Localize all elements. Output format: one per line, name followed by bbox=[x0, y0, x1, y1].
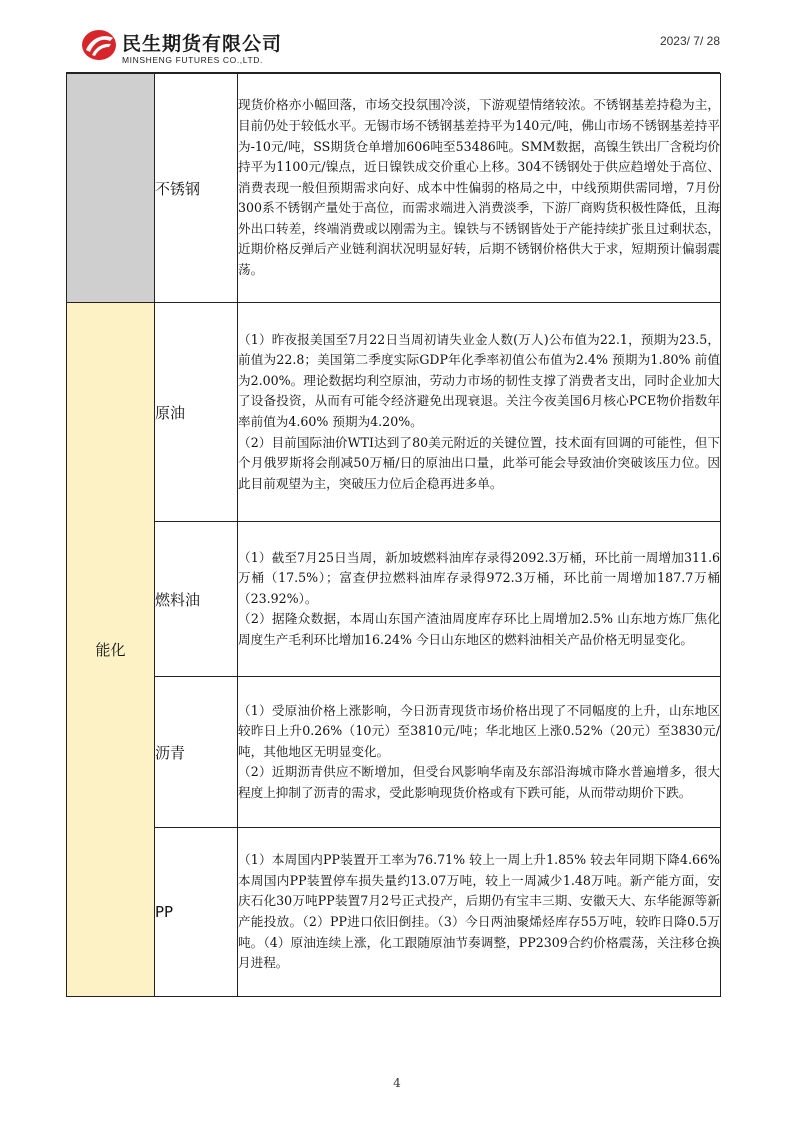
table-row bbox=[67, 828, 721, 997]
product-name: 沥青 bbox=[155, 677, 238, 828]
product-commentary bbox=[238, 522, 721, 677]
category-cell: 能化 bbox=[67, 303, 155, 997]
product-name: 原油 bbox=[155, 303, 238, 522]
category-cell bbox=[67, 74, 155, 303]
product-commentary bbox=[238, 303, 721, 522]
commentary-paragraph: （1）截至7月25日当周，新加坡燃料油库存录得2092.3万桶，环比前一周增加311.6万桶（17.5%）；富查伊拉燃料油库存录得972.3万桶，环比前一周增加187.7万桶（23.92%）。 bbox=[238, 549, 720, 606]
product-commentary bbox=[238, 828, 721, 997]
logo-company-name-en: MINSHENG FUTURES CO.,LTD. bbox=[122, 55, 263, 65]
product-name: 燃料油 bbox=[155, 522, 238, 677]
product-commentary bbox=[238, 677, 721, 828]
product-name: 不锈钢 bbox=[155, 74, 238, 303]
table-row bbox=[67, 303, 721, 522]
commentary-paragraph: 现货价格亦小幅回落，市场交投氛围冷淡，下游观望情绪较浓。不锈钢基差持稳为主，目前仍处于较低水平。无锡市场不锈钢基差持平为140元/吨，佛山市场不锈钢基差持平为-10元/吨，SS期货仓单增加606吨至53486吨。SMM数据，高镍生铁出厂含税均价持平为1100元/镍点，近日镍铁成交价重心上移。304不锈钢处于供应趋增处于高位、消费表现一般但预期需求向好、成本中性偏弱的格局之中，中线预期供需同增，7月份300系不锈钢产量处于高位，而需求端进入消费淡季，下游厂商购货积极性降低，且海外出口转差，终端消费或以刚需为主。镍铁与不锈钢皆处于产能持续扩张且过剩状态，近期价格反弹后产业链利润状况明显好转，后期不锈钢价格供大于求，短期预计偏弱震荡。 bbox=[238, 97, 720, 278]
logo-company-name-cn: 民生期货有限公司 bbox=[122, 33, 283, 55]
report-date: 2023/ 7/ 28 bbox=[659, 34, 720, 48]
product-name: PP bbox=[155, 828, 238, 997]
commentary-paragraph: （2）近期沥青供应不断增加，但受台风影响华南及东部沿海城市降水普遍增多，很大程度上抑制了沥青的需求，受此影响现货价格或有下跌可能，从而带动期价下跌。 bbox=[238, 764, 720, 800]
table-row bbox=[67, 522, 721, 677]
commentary-paragraph: （1）受原油价格上涨影响，今日沥青现货市场价格出现了不同幅度的上升，山东地区较昨日上升0.26%（10元）至3810元/吨；华北地区上涨0.52%（20元）至3830元/吨，其他地区无明显变化。 bbox=[238, 702, 720, 759]
company-logo bbox=[80, 26, 320, 70]
commentary-paragraph: （2）据隆众数据，本周山东国产渣油周度库存环比上周增加2.5% 山东地方炼厂焦化周度生产毛利环比增加16.24% 今日山东地区的燃料油相关产品价格无明显变化。 bbox=[238, 611, 720, 647]
table-row bbox=[67, 677, 721, 828]
minsheng-logo-icon bbox=[80, 28, 118, 62]
page-header bbox=[0, 0, 794, 74]
commentary-paragraph: （2）目前国际油价WTI达到了80美元附近的关键位置，技术面有回调的可能性，但下个月俄罗斯将会削减50万桶/日的原油出口量，此举可能会导致油价突破该压力位。因此目前观望为主，突破压力位后企稳再进多单。 bbox=[238, 434, 720, 491]
commentary-table bbox=[66, 73, 721, 997]
table-row bbox=[67, 74, 721, 303]
commentary-paragraph: （1）昨夜报美国至7月22日当周初请失业金人数(万人)公布值为22.1，预期为23.5，前值为22.8；美国第二季度实际GDP年化季率初值公布值为2.4% 预期为1.80% 前值为2.00%。理论数据均利空原油，劳动力市场的韧性支撑了消费者支出，同时企业加大了设备投资，从而有可能令经济避免出现衰退。关注今夜美国6月核心PCE物价指数年率前值为4.60% 预期为4.20%。 bbox=[238, 331, 720, 429]
commentary-paragraph: （1）本周国内PP装置开工率为76.71% 较上一周上升1.85% 较去年同期下降4.66% 本周国内PP装置停车损失量约13.07万吨，较上一周减少1.48万吨。新产能方面，安庆石化30万吨PP装置7月2号正式投产，后期仍有宝丰三期、安徽天大、东华能源等新产能投放。（2）PP进口依旧倒挂。（3）今日两油聚烯烃库存55万吨，较昨日降0.5万吨。（4）原油连续上涨，化工跟随原油节奏调整，PP2309合约价格震荡，关注移仓换月进程。 bbox=[238, 852, 720, 971]
page-number: 4 bbox=[393, 1076, 401, 1090]
product-commentary bbox=[238, 74, 721, 303]
